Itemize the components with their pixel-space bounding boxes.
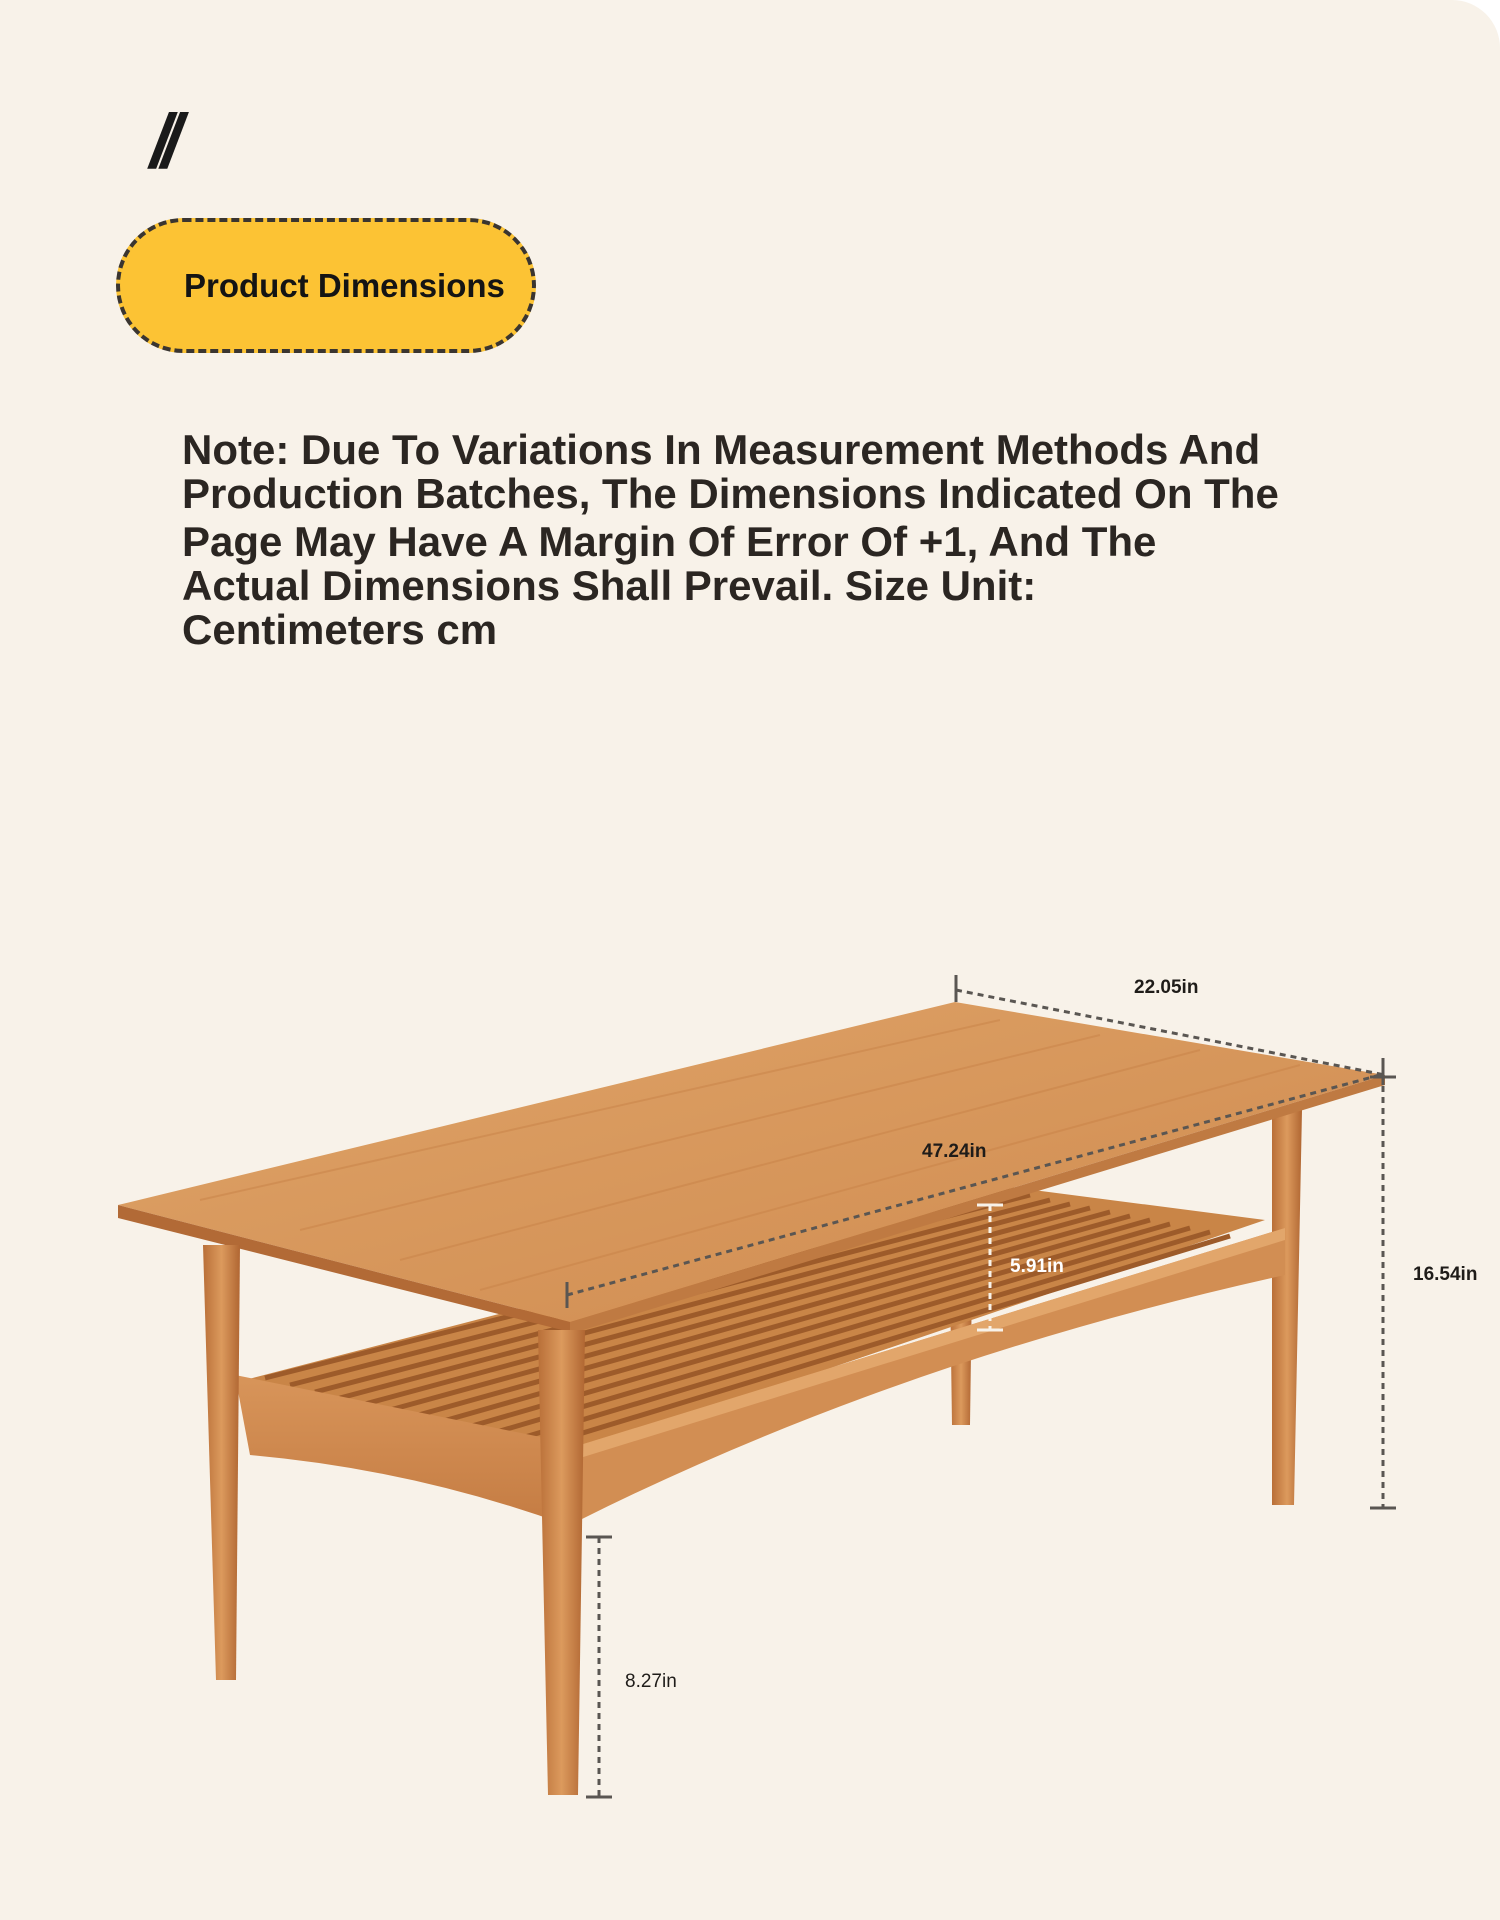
shelf-gap-label: 5.91in [1010, 1256, 1064, 1277]
note-line: Production Batches, The Dimensions Indicated On The [182, 470, 1279, 517]
height-label: 16.54in [1413, 1264, 1478, 1285]
note-line: Note: Due To Variations In Measurement Methods And [182, 426, 1261, 473]
length-label: 47.24in [922, 1141, 987, 1162]
note-line: Actual Dimensions Shall Prevail. Size Unit: [182, 562, 1037, 609]
product-dimensions-badge: Product Dimensions [116, 218, 536, 353]
note-line: Page May Have A Margin Of Error Of +1, And The [182, 518, 1157, 565]
depth-label: 22.05in [1134, 977, 1199, 998]
quote-mark-icon: // [150, 99, 173, 184]
note-line: Centimeters cm [182, 606, 498, 653]
shelf-height-label: 8.27in [625, 1671, 677, 1692]
